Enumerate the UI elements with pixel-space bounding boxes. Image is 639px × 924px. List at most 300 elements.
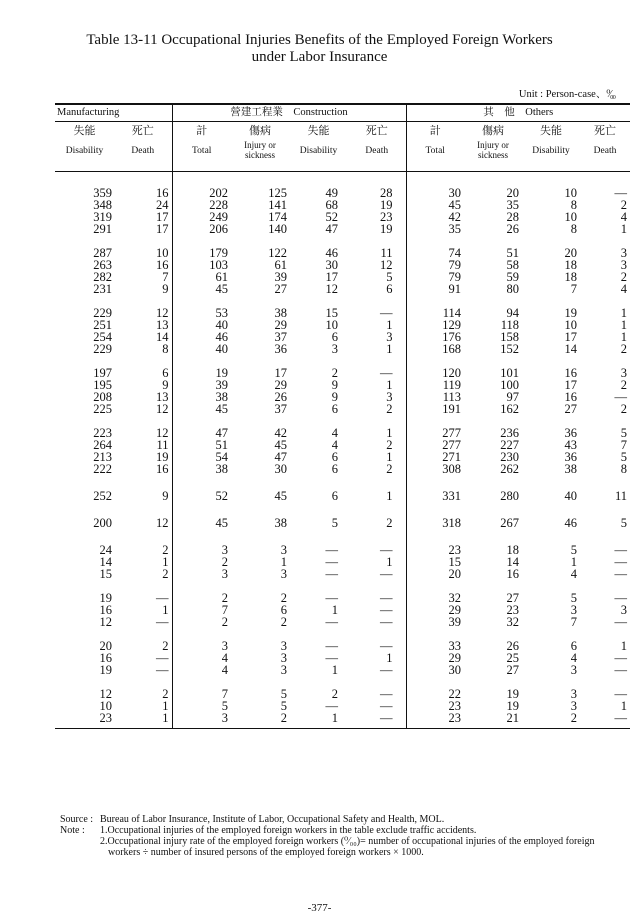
table-cell: 17 xyxy=(564,330,577,344)
table-row xyxy=(55,367,630,379)
table-cell: 23 xyxy=(55,712,114,729)
table-cell: 21 xyxy=(464,712,522,729)
table-cell: 3 xyxy=(570,663,577,677)
group-spacer xyxy=(55,502,630,517)
table-cell: 19 xyxy=(564,306,577,320)
table-cell: 13 xyxy=(114,391,172,403)
group-spacer xyxy=(55,628,630,640)
table-cell: 4 xyxy=(331,426,338,440)
unit-text: Unit : Person-case、 xyxy=(518,89,607,100)
table-cell: — xyxy=(114,652,172,664)
table-cell: — xyxy=(348,544,406,556)
table-cell: 152 xyxy=(500,342,519,356)
table-row xyxy=(55,490,630,502)
table-cell: 8 xyxy=(620,462,627,476)
table-cell: 5 xyxy=(348,271,406,283)
source-text: Bureau of Labor Insurance, Institute of Labor, Occupational Safety and Health, MOL. xyxy=(100,814,445,825)
table-cell: 6 xyxy=(331,402,338,416)
table-cell: 141 xyxy=(268,198,287,212)
table-cell: 51 xyxy=(506,246,519,260)
column-header-en: Disability xyxy=(65,146,104,156)
table-cell: 52 xyxy=(325,210,338,224)
column-header-row xyxy=(55,122,630,172)
table-cell: 23 xyxy=(406,712,464,729)
table-cell: 58 xyxy=(506,258,519,272)
table-cell: — xyxy=(614,186,627,200)
table-cell: 30 xyxy=(448,186,461,200)
table-cell: 1 xyxy=(620,306,627,320)
table-cell: 6 xyxy=(331,330,338,344)
table-cell: 16 xyxy=(99,651,112,665)
table-cell: 2 xyxy=(114,544,172,556)
table-row xyxy=(55,712,630,729)
table-cell: 28 xyxy=(506,210,519,224)
table-row xyxy=(55,259,630,271)
table-cell: 27 xyxy=(506,591,519,605)
table-row xyxy=(55,319,630,331)
table-row xyxy=(55,451,630,463)
table-cell: 16 xyxy=(99,603,112,617)
table-cell: 7 xyxy=(221,687,228,701)
table-body xyxy=(55,172,630,729)
table-cell: 23 xyxy=(506,603,519,617)
column-header-zh: 死亡 xyxy=(365,125,388,137)
table-cell: 225 xyxy=(93,402,112,416)
column-header xyxy=(231,122,289,172)
table-cell: 2 xyxy=(348,403,406,415)
table-cell: 14 xyxy=(564,342,577,356)
table-cell: 13 xyxy=(114,319,172,331)
group-spacer xyxy=(55,415,630,427)
construction-en: Construction xyxy=(293,107,348,118)
table-cell: 30 xyxy=(448,663,461,677)
group-spacer xyxy=(55,235,630,247)
table-cell: 97 xyxy=(506,390,519,404)
title-line-2: under Labor Insurance xyxy=(251,49,388,65)
table-cell: 16 xyxy=(564,390,577,404)
table-row xyxy=(55,616,630,628)
table-cell: 119 xyxy=(442,378,461,392)
table-cell: 10 xyxy=(564,186,577,200)
table-row xyxy=(55,592,630,604)
table-cell: 27 xyxy=(274,282,287,296)
table-cell: 191 xyxy=(442,402,461,416)
note-label: Note : xyxy=(60,825,85,836)
table-cell: 229 xyxy=(93,306,112,320)
notes-section xyxy=(60,814,630,858)
table-cell: 101 xyxy=(500,366,519,380)
table-cell: 26 xyxy=(506,639,519,653)
table-cell: 3 xyxy=(280,543,287,557)
group-spacer xyxy=(55,676,630,688)
table-cell: 5 xyxy=(620,450,627,464)
table-cell: 251 xyxy=(93,318,112,332)
column-header-zh: 傷病 xyxy=(249,125,271,137)
table-row xyxy=(55,568,630,580)
table-cell: 45 xyxy=(215,516,228,530)
table-cell: 3 xyxy=(348,331,406,343)
table-cell: 16 xyxy=(564,366,577,380)
table-cell: 4 xyxy=(331,438,338,452)
table-cell: 230 xyxy=(500,450,519,464)
table-cell: 51 xyxy=(215,438,228,452)
table-cell: 14 xyxy=(506,555,519,569)
table-cell: — xyxy=(614,615,627,629)
table-cell: 282 xyxy=(93,270,112,284)
table-row xyxy=(55,556,630,568)
table-cell: 118 xyxy=(500,318,519,332)
table-cell: 2 xyxy=(114,640,172,652)
table-cell: 3 xyxy=(331,342,338,356)
table-cell: 319 xyxy=(93,210,112,224)
table-cell: 32 xyxy=(448,591,461,605)
table-cell: 10 xyxy=(99,699,112,713)
table-cell: 223 xyxy=(93,426,112,440)
column-header xyxy=(522,122,580,172)
table-cell: — xyxy=(614,651,627,665)
table-cell: 42 xyxy=(448,210,461,224)
table-row xyxy=(55,439,630,451)
table-row xyxy=(55,403,630,415)
table-cell: 263 xyxy=(93,258,112,272)
table-cell: 20 xyxy=(564,246,577,260)
table-cell: 33 xyxy=(448,639,461,653)
table-cell: 7 xyxy=(620,438,627,452)
table-cell: 23 xyxy=(348,211,406,223)
column-header-zh: 死亡 xyxy=(594,125,616,137)
table-cell: — xyxy=(348,604,406,616)
table-cell: 6 xyxy=(114,367,172,379)
table-row xyxy=(55,283,630,295)
table-cell: 17 xyxy=(325,270,338,284)
table-cell: 46 xyxy=(215,330,228,344)
table-cell: 38 xyxy=(564,462,577,476)
table-cell: 37 xyxy=(274,330,287,344)
table-cell: 91 xyxy=(448,282,461,296)
column-header xyxy=(55,122,114,172)
note-2a: 2.Occupational injury rate of the employed foreign workers (⁰⁄₀₀)= number of occupational injuries of the employed foreign xyxy=(100,836,595,847)
table-cell: 35 xyxy=(506,198,519,212)
data-table xyxy=(55,103,630,729)
table-cell: 208 xyxy=(93,390,112,404)
table-cell: — xyxy=(614,543,627,557)
table-cell: 5 xyxy=(280,687,287,701)
table-cell: 213 xyxy=(93,450,112,464)
table-cell: 40 xyxy=(564,489,577,503)
table-cell: 5 xyxy=(620,516,627,530)
table-cell: 29 xyxy=(274,318,287,332)
table-cell: 45 xyxy=(215,402,228,416)
table-cell: 1 xyxy=(620,699,627,713)
table-cell: 100 xyxy=(500,378,519,392)
table-cell: 2 xyxy=(221,615,228,629)
table-cell: 1 xyxy=(114,556,172,568)
table-cell: — xyxy=(348,700,406,712)
table-cell: — xyxy=(348,712,406,729)
table-cell: 129 xyxy=(442,318,461,332)
table-cell: 1 xyxy=(348,427,406,439)
table-row xyxy=(55,604,630,616)
table-cell: 68 xyxy=(325,198,338,212)
table-cell: 46 xyxy=(564,516,577,530)
table-cell: — xyxy=(325,543,338,557)
table-cell: 7 xyxy=(221,603,228,617)
table-cell: 16 xyxy=(114,259,172,271)
table-cell: 5 xyxy=(221,699,228,713)
table-cell: 30 xyxy=(274,462,287,476)
table-cell: 1 xyxy=(620,222,627,236)
column-header-en: Death xyxy=(365,146,389,156)
table-cell: 162 xyxy=(500,402,519,416)
others-en: Others xyxy=(525,107,554,118)
table-cell: 59 xyxy=(506,270,519,284)
table-cell: 1 xyxy=(114,604,172,616)
table-cell: 348 xyxy=(93,198,112,212)
table-cell: 200 xyxy=(93,516,112,530)
column-header-en: Death xyxy=(593,146,617,156)
table-cell: 23 xyxy=(448,699,461,713)
table-cell: 113 xyxy=(442,390,461,404)
table-cell: 1 xyxy=(331,603,338,617)
table-cell: — xyxy=(614,390,627,404)
table-cell: 2 xyxy=(348,517,406,529)
table-cell: 229 xyxy=(93,342,112,356)
table-cell: 19 xyxy=(348,199,406,211)
column-header-zh: 死亡 xyxy=(131,125,154,137)
table-cell: 38 xyxy=(215,462,228,476)
table-cell: 26 xyxy=(274,390,287,404)
table-row xyxy=(55,517,630,529)
table-cell: — xyxy=(325,651,338,665)
table-cell: 4 xyxy=(570,651,577,665)
column-header xyxy=(114,122,172,172)
table-cell: 18 xyxy=(564,270,577,284)
table-cell: 2 xyxy=(348,439,406,451)
table-cell: — xyxy=(114,664,172,676)
table-cell: 1 xyxy=(348,319,406,331)
table-row xyxy=(55,700,630,712)
table-cell: 74 xyxy=(448,246,461,260)
column-header-en: Disability xyxy=(299,146,338,156)
table-cell: 17 xyxy=(114,223,172,235)
table-cell: 39 xyxy=(274,270,287,284)
table-cell: 2 xyxy=(331,366,338,380)
table-cell: 80 xyxy=(506,282,519,296)
table-cell: — xyxy=(614,591,627,605)
table-cell: — xyxy=(325,699,338,713)
column-header-en: Total xyxy=(192,146,212,156)
table-cell: 10 xyxy=(114,247,172,259)
table-cell: 43 xyxy=(564,438,577,452)
table-cell: — xyxy=(325,591,338,605)
unit-label xyxy=(519,86,615,101)
table-cell: 120 xyxy=(442,366,461,380)
column-header xyxy=(464,122,522,172)
table-cell: 308 xyxy=(442,462,461,476)
table-cell: 12 xyxy=(99,687,112,701)
table-cell: 3 xyxy=(620,603,627,617)
table-cell: — xyxy=(348,367,406,379)
table-cell: 1 xyxy=(620,639,627,653)
table-cell: 331 xyxy=(442,489,461,503)
table-cell: 35 xyxy=(448,222,461,236)
column-header xyxy=(406,122,464,172)
table-cell: 6 xyxy=(348,283,406,295)
table-cell: — xyxy=(614,555,627,569)
column-header-zh: 傷病 xyxy=(482,125,504,137)
table-cell: 2 xyxy=(231,712,289,729)
table-cell: 222 xyxy=(93,462,112,476)
table-cell: 29 xyxy=(448,651,461,665)
table-cell: 12 xyxy=(348,259,406,271)
note-2b: workers ÷ number of insured persons of the employed foreign workers × 1000. xyxy=(108,847,424,858)
table-cell: 15 xyxy=(325,306,338,320)
table-cell: 3 xyxy=(620,246,627,260)
table-row xyxy=(55,544,630,556)
table-row xyxy=(55,391,630,403)
table-cell: — xyxy=(348,664,406,676)
column-header xyxy=(289,122,348,172)
table-cell: — xyxy=(348,592,406,604)
table-cell: 3 xyxy=(280,567,287,581)
table-cell: 14 xyxy=(99,555,112,569)
table-cell: 36 xyxy=(564,426,577,440)
table-cell: — xyxy=(580,712,630,729)
table-cell: 1 xyxy=(348,451,406,463)
table-cell: 36 xyxy=(564,450,577,464)
table-cell: 1 xyxy=(620,318,627,332)
table-cell: 17 xyxy=(274,366,287,380)
table-cell: 158 xyxy=(500,330,519,344)
table-cell: 2 xyxy=(280,615,287,629)
column-header-en: Injury or sickness xyxy=(244,140,276,160)
table-cell: 7 xyxy=(114,271,172,283)
table-row xyxy=(55,331,630,343)
table-cell: 122 xyxy=(268,246,287,260)
table-cell: 42 xyxy=(274,426,287,440)
table-cell: 8 xyxy=(114,343,172,355)
table-cell: 4 xyxy=(221,663,228,677)
table-cell: 10 xyxy=(564,210,577,224)
group-spacer xyxy=(55,355,630,367)
group-header-row xyxy=(55,104,630,122)
table-cell: 52 xyxy=(215,489,228,503)
table-cell: 264 xyxy=(93,438,112,452)
table-row xyxy=(55,211,630,223)
table-cell: 236 xyxy=(500,426,519,440)
table-cell: 3 xyxy=(620,258,627,272)
table-cell: 252 xyxy=(93,489,112,503)
table-cell: 8 xyxy=(570,198,577,212)
table-cell: 3 xyxy=(280,651,287,665)
table-cell: 280 xyxy=(500,489,519,503)
page-number: -377- xyxy=(307,902,332,914)
table-cell: 9 xyxy=(331,390,338,404)
table-cell: 140 xyxy=(268,222,287,236)
table-cell: — xyxy=(325,639,338,653)
column-header-zh: 失能 xyxy=(307,125,330,137)
table-cell: 3 xyxy=(620,366,627,380)
table-row xyxy=(55,271,630,283)
table-cell: 4 xyxy=(570,567,577,581)
table-row xyxy=(55,652,630,664)
table-cell: 8 xyxy=(570,222,577,236)
table-cell: 5 xyxy=(570,543,577,557)
table-cell: 249 xyxy=(209,210,228,224)
note-1: 1.Occupational injuries of the employed foreign workers in the table exclude traffic accidents. xyxy=(100,825,477,836)
table-cell: 2 xyxy=(620,402,627,416)
table-cell: 6 xyxy=(280,603,287,617)
table-cell: 2 xyxy=(280,591,287,605)
table-cell: 12 xyxy=(325,282,338,296)
table-cell: 2 xyxy=(620,198,627,212)
table-cell: 168 xyxy=(442,342,461,356)
table-cell: 38 xyxy=(215,390,228,404)
per-mille-symbol: ⁰⁄₀₀ xyxy=(606,89,615,100)
table-cell: 3 xyxy=(280,639,287,653)
table-cell: 38 xyxy=(274,516,287,530)
table-cell: 18 xyxy=(506,543,519,557)
table-row xyxy=(55,640,630,652)
table-cell: — xyxy=(614,567,627,581)
table-cell: 1 xyxy=(620,330,627,344)
table-row xyxy=(55,199,630,211)
table-cell: 12 xyxy=(114,307,172,319)
table-cell: 9 xyxy=(331,378,338,392)
table-cell: 12 xyxy=(114,403,172,415)
table-cell: 9 xyxy=(114,379,172,391)
table-cell: 3 xyxy=(570,699,577,713)
table-cell: 271 xyxy=(442,450,461,464)
table-cell: 2 xyxy=(620,342,627,356)
table-cell: 2 xyxy=(221,591,228,605)
table-cell: 2 xyxy=(114,688,172,700)
table-cell: 25 xyxy=(506,651,519,665)
table-cell: 11 xyxy=(348,247,406,259)
table-cell: 39 xyxy=(448,615,461,629)
table-cell: — xyxy=(348,688,406,700)
table-cell: 1 xyxy=(348,379,406,391)
table-row xyxy=(55,247,630,259)
table-cell: 202 xyxy=(209,186,228,200)
table-cell: 7 xyxy=(570,615,577,629)
table-row xyxy=(55,223,630,235)
source-label: Source : xyxy=(60,814,94,825)
table-cell: 114 xyxy=(442,306,461,320)
table-cell: 19 xyxy=(114,451,172,463)
table-cell: 6 xyxy=(331,450,338,464)
table-row xyxy=(55,379,630,391)
table-cell: 11 xyxy=(114,439,172,451)
table-cell: 3 xyxy=(221,567,228,581)
table-cell: 277 xyxy=(442,438,461,452)
column-header-zh: 計 xyxy=(196,125,208,137)
table-cell: 5 xyxy=(620,426,627,440)
table-cell: — xyxy=(114,592,172,604)
table-cell: 20 xyxy=(506,186,519,200)
table-cell: 6 xyxy=(331,489,338,503)
table-cell: 45 xyxy=(215,282,228,296)
table-cell: 53 xyxy=(215,306,228,320)
table-cell: 47 xyxy=(215,426,228,440)
table-cell: 195 xyxy=(93,378,112,392)
table-row xyxy=(55,463,630,475)
table-cell: 23 xyxy=(448,543,461,557)
table-cell: 3 xyxy=(280,663,287,677)
table-cell: 27 xyxy=(506,663,519,677)
column-header xyxy=(580,122,630,172)
table-cell: 49 xyxy=(325,186,338,200)
